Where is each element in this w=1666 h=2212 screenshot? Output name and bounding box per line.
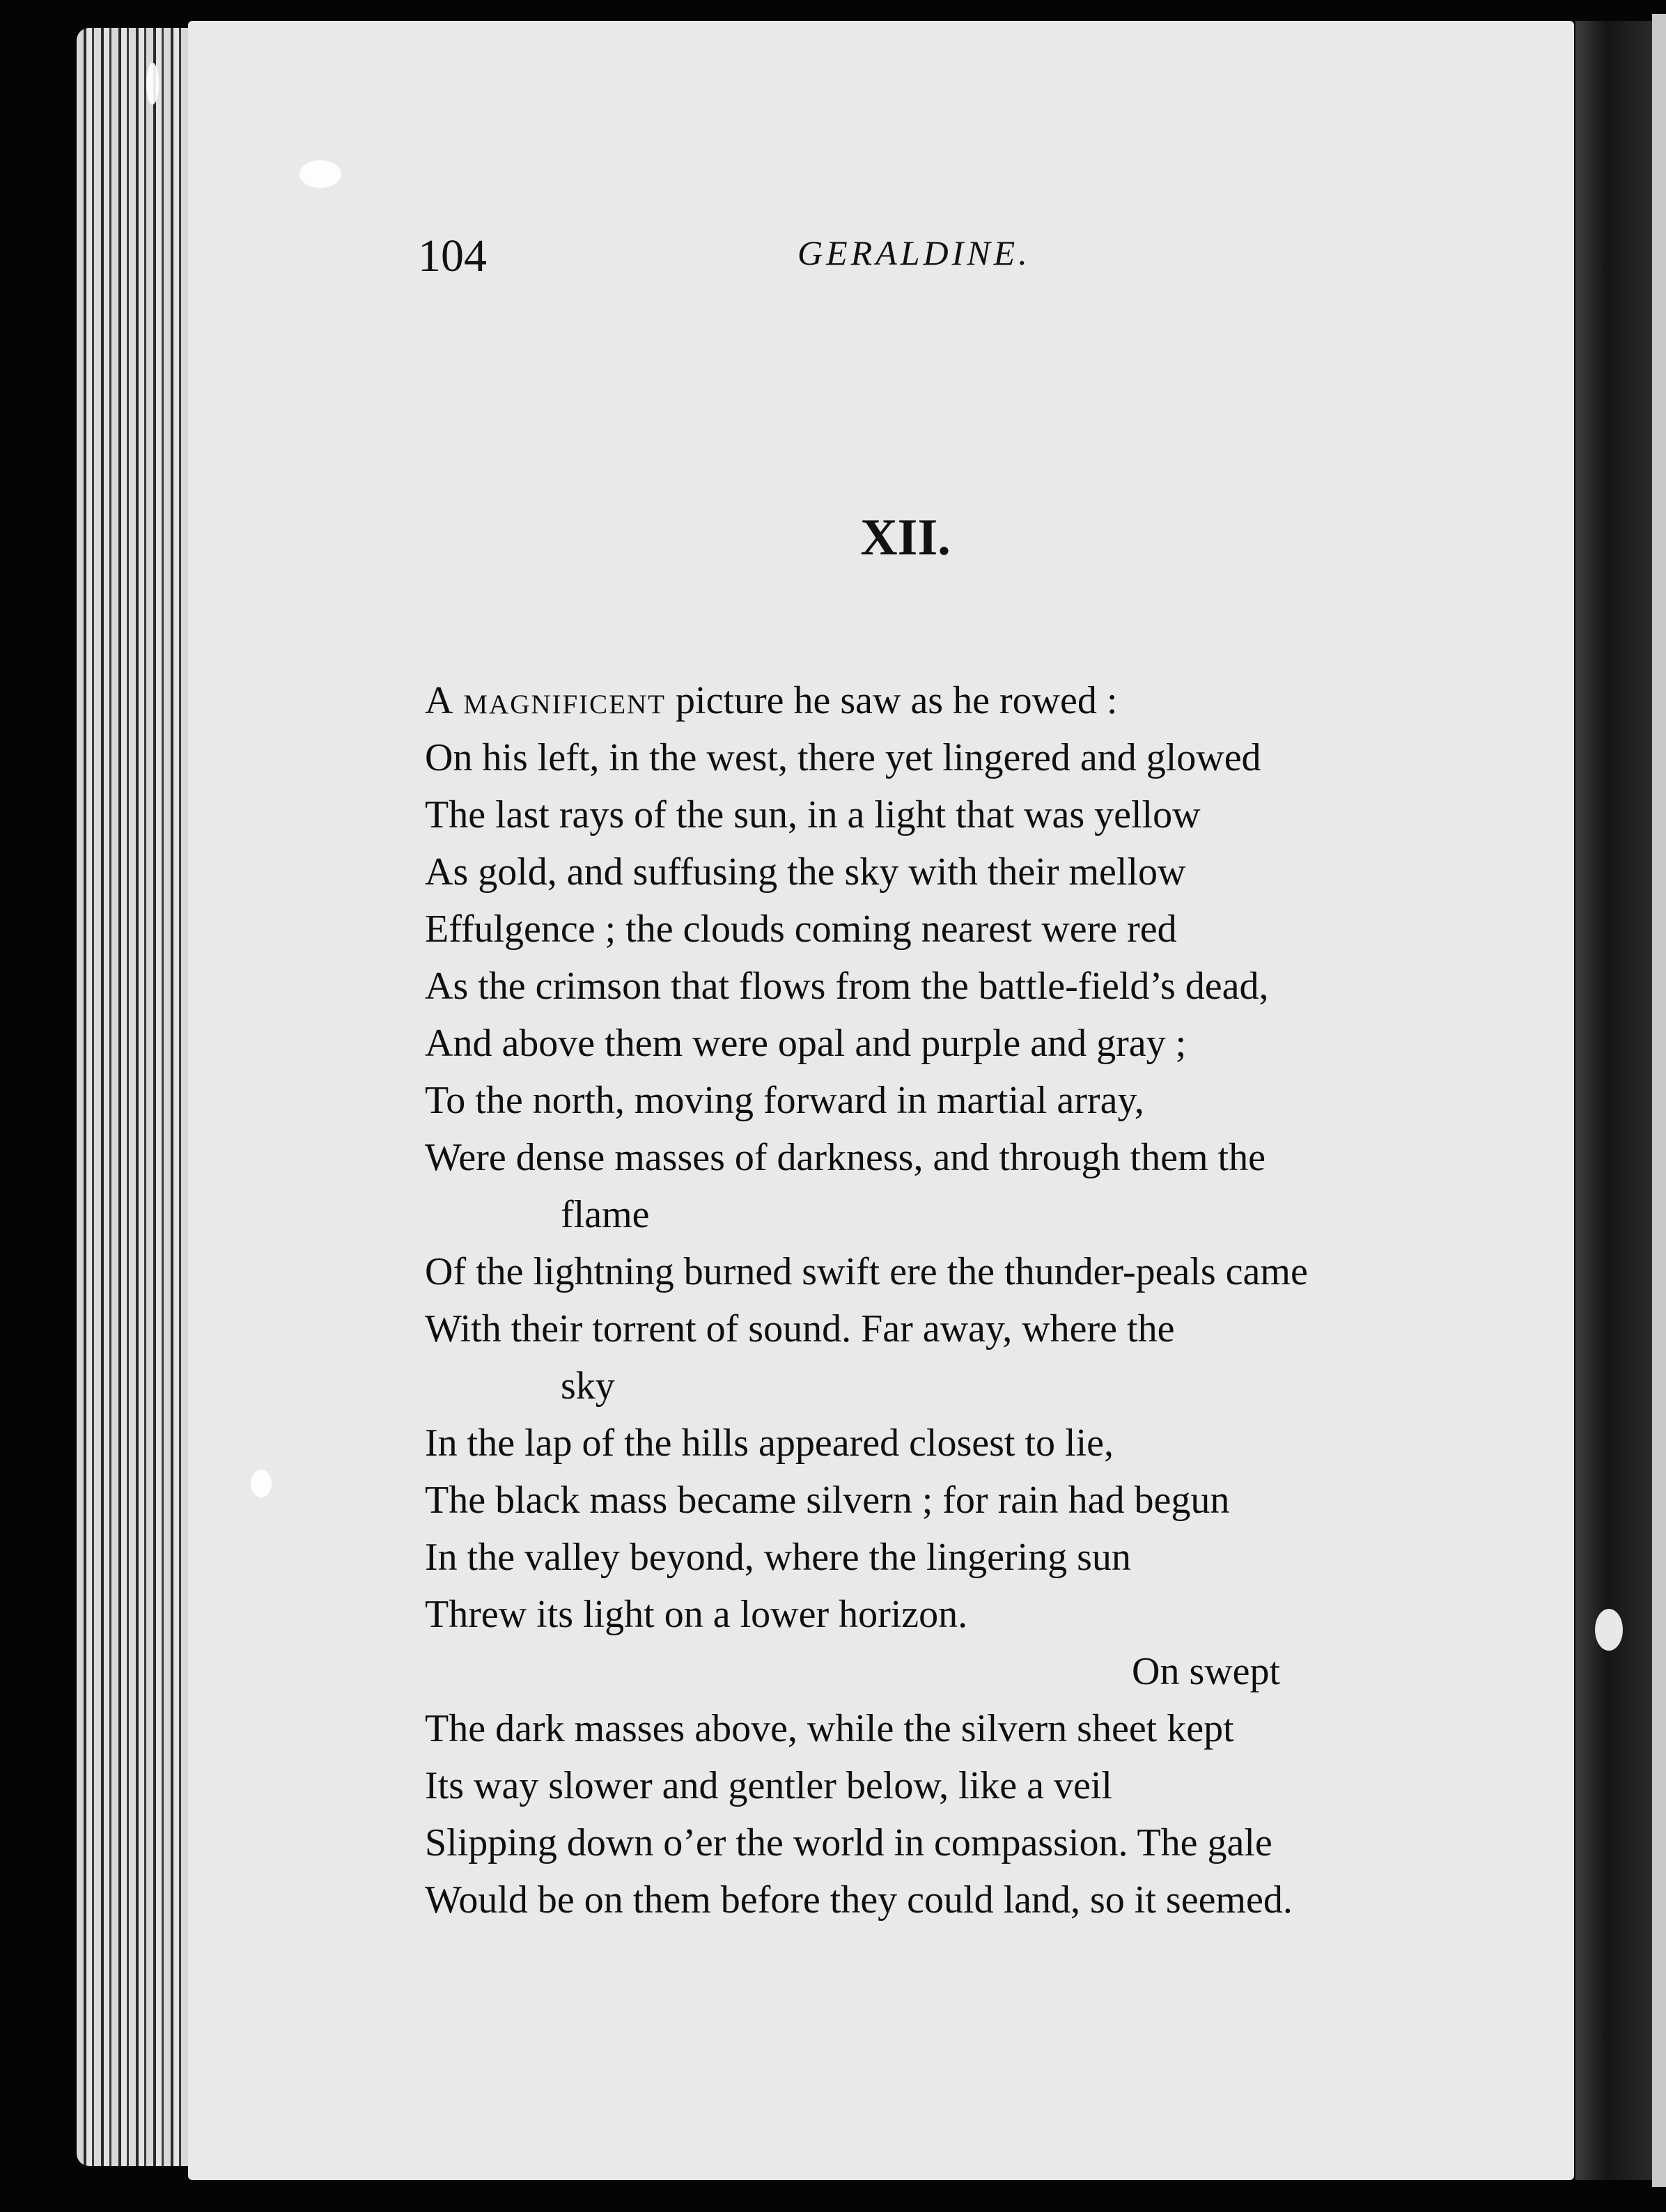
poem-line-continuation: sky bbox=[561, 1364, 615, 1408]
poem-line-half: On swept bbox=[1132, 1650, 1281, 1693]
poem-line: In the valley beyond, where the lingering sun bbox=[425, 1536, 1131, 1579]
poem-line-continuation: flame bbox=[561, 1193, 650, 1236]
poem-line: Would be on them before they could land, so it seemed. bbox=[425, 1878, 1293, 1922]
scan-speck bbox=[1595, 1609, 1623, 1651]
poem-line: The black mass became silvern ; for rain had begun bbox=[425, 1479, 1230, 1522]
scan-speck bbox=[146, 63, 159, 104]
poem-line: In the lap of the hills appeared closest to lie, bbox=[425, 1422, 1114, 1465]
opening-smallcaps: A magnificent bbox=[425, 679, 667, 722]
poem-line: The last rays of the sun, in a light that was yellow bbox=[425, 793, 1201, 836]
chapter-heading: XII. bbox=[860, 509, 951, 566]
poem-line: Threw its light on a lower horizon. bbox=[425, 1593, 968, 1636]
scan-speck bbox=[251, 1470, 272, 1497]
poem-text bbox=[425, 672, 1511, 1929]
poem-line: With their torrent of sound. Far away, where the bbox=[425, 1307, 1175, 1350]
poem-line: To the north, moving forward in martial array, bbox=[425, 1079, 1144, 1122]
poem-line: As the crimson that flows from the battle-field’s dead, bbox=[425, 965, 1269, 1008]
page-edges bbox=[77, 28, 195, 2166]
poem-line: Were dense masses of darkness, and through them the bbox=[425, 1136, 1266, 1179]
poem-line: As gold, and suffusing the sky with their mellow bbox=[425, 850, 1186, 894]
binding-gutter bbox=[1575, 21, 1652, 2180]
poem-line: Effulgence ; the clouds coming nearest were red bbox=[425, 908, 1177, 951]
poem-line: Of the lightning burned swift ere the thunder-peals came bbox=[425, 1250, 1308, 1293]
poem-line bbox=[425, 672, 1511, 729]
opening-rest: picture he saw as he rowed : bbox=[666, 679, 1118, 722]
poem-line: The dark masses above, while the silvern sheet kept bbox=[425, 1707, 1234, 1750]
poem-line: On his left, in the west, there yet lingered and glowed bbox=[425, 736, 1261, 779]
page-number: 104 bbox=[418, 231, 487, 281]
poem-line: Its way slower and gentler below, like a veil bbox=[425, 1764, 1112, 1807]
scan-speck bbox=[299, 160, 341, 188]
gutter-edge bbox=[1652, 14, 1666, 2187]
running-head bbox=[418, 230, 1114, 286]
poem-line: Slipping down o’er the world in compassion. The gale bbox=[425, 1821, 1272, 1864]
running-title: GERALDINE. bbox=[797, 233, 1031, 272]
poem-line: And above them were opal and purple and gray ; bbox=[425, 1022, 1187, 1065]
